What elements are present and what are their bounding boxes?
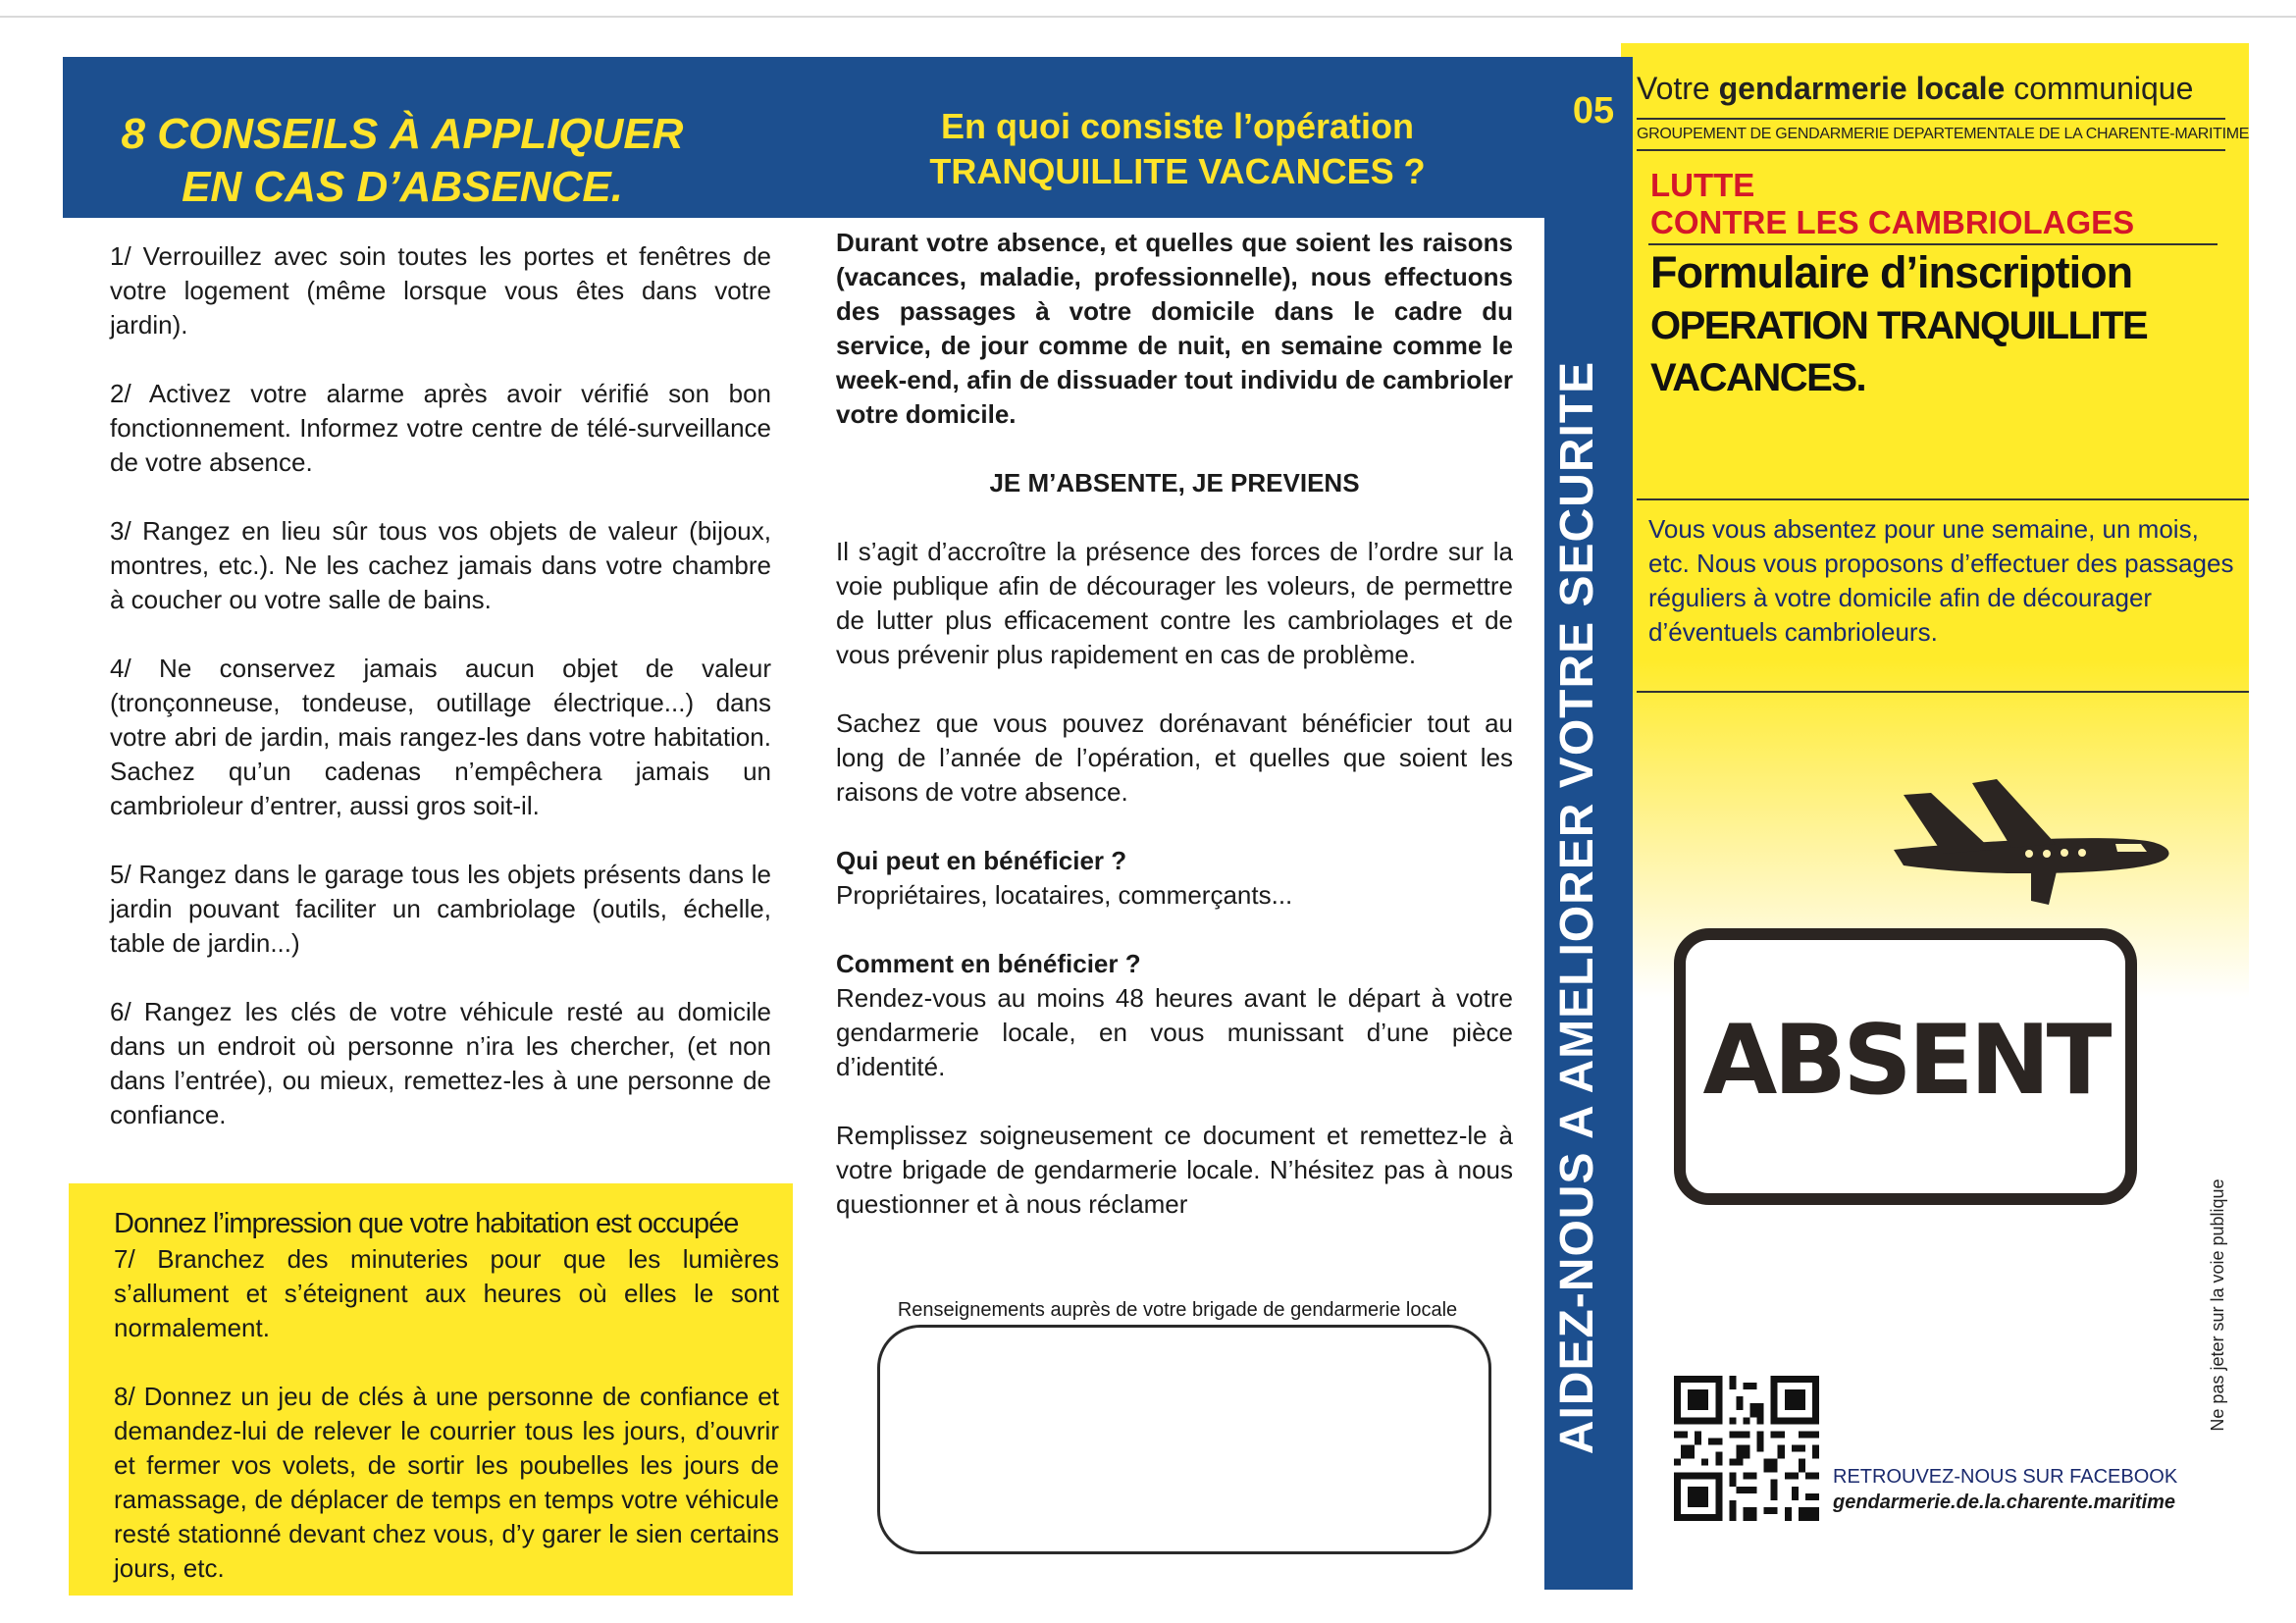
gendarmerie-header: [1637, 71, 2235, 107]
occupancy-tips: [114, 1205, 779, 1620]
divider: [1637, 118, 2225, 120]
tip-2: 2/ Activez votre alarme après avoir vérifié son bon fonctionnement. Informez votre centre de télé-surveillance de votre absence.: [110, 379, 771, 477]
answer-who: Propriétaires, locataires, commerçants...: [836, 880, 1293, 910]
divider: [1648, 243, 2218, 245]
question-who: Qui peut en bénéficier ?: [836, 846, 1127, 875]
middle-title-line1: En quoi consiste l’opération: [940, 106, 1415, 146]
cover-intro: Vous vous absentez pour une semaine, un mois, etc. Nous vous proposons d’effectuer des passages réguliers à votre domicile afin de décourager d’éventuels cambrioleurs.: [1648, 514, 2234, 647]
page-number: 05: [1572, 90, 1615, 131]
tip-3: 3/ Rangez en lieu sûr tous vos objets de valeur (bijoux, montres, etc.). Ne les cachez jamais dans votre chambre à coucher ou votre salle de bains.: [110, 516, 771, 614]
answer-how: Rendez-vous au moins 48 heures avant le départ à votre gendarmerie locale, en vous munissant d’une pièce d’identité.: [836, 983, 1513, 1081]
campaign-line-1: LUTTE: [1650, 167, 1755, 203]
qr-code-icon: [1674, 1376, 1819, 1521]
operation-intro: Durant votre absence, et quelles que soient les raisons (vacances, maladie, professionnelle), nous effectuons des passages à votre domicile dans le cadre du service, de jour comme de nuit, en semaine comme le week-end, afin de dissuader tout individu de cambrioler votre domicile.: [836, 228, 1513, 429]
question-how: Comment en bénéficier ?: [836, 949, 1141, 978]
operation-para-1: Il s’agit d’accroître la présence des forces de l’ordre sur la voie publique afin de décourager les voleurs, de permettre de lutter plus efficacement contre les cambriolages et de vous prévenir plus rapidement en cas de problème.: [836, 537, 1513, 669]
tip-7: 7/ Branchez des minuteries pour que les lumières s’allument et s’éteignent aux heures où elles le sont normalement.: [114, 1244, 779, 1342]
form-subtitle: [1650, 300, 2239, 404]
absent-sign-text: ABSENT: [1702, 1005, 2109, 1117]
tip-5: 5/ Rangez dans le garage tous les objets présents dans le jardin pouvant faciliter un cambriolage (outils, échelle, table de jardin...): [110, 860, 771, 958]
left-title-line1: 8 CONSEILS À APPLIQUER: [121, 110, 684, 158]
spine-slogan: AIDEZ-NOUS A AMELIORER VOTRE SECURITE: [1551, 360, 1603, 1455]
gendarmerie-header-bold: gendarmerie locale: [1718, 71, 2006, 106]
operation-description: [836, 226, 1513, 1256]
brigade-info-box: [877, 1325, 1491, 1554]
operation-para-3: Remplissez soigneusement ce document et remettez-le à votre brigade de gendarmerie locale. N’hésitez pas à nous questionner et à nous réclamer: [836, 1121, 1513, 1219]
gendarmerie-header-pre: Votre: [1637, 71, 1719, 106]
slogan: JE M’ABSENTE, JE PREVIENS: [989, 468, 1360, 497]
tip-6: 6/ Rangez les clés de votre véhicule resté au domicile dans un endroit où personne n’ira les chercher, (et non dans l’entrée), ou mieux, remettez-les à une personne de confiance.: [110, 997, 771, 1129]
left-title: [88, 108, 716, 214]
tips-list: [110, 239, 771, 1167]
scan-edge-line: [0, 16, 2296, 18]
divider: [1637, 691, 2249, 693]
tip-4: 4/ Ne conservez jamais aucun objet de valeur (tronçonneuse, tondeuse, outillage électrique...) dans votre abri de jardin, mais rangez-les dans votre habitation. Sachez qu’un cadenas n’empêchera jamais un cambrioleur d’entrer, aussi gros soit-il.: [110, 654, 771, 820]
divider: [1637, 149, 2225, 151]
form-subtitle-line2: VACANCES.: [1650, 356, 1866, 399]
tip-8: 8/ Donnez un jeu de clés à une personne de confiance et demandez-lui de relever le courrier tous les jours, d’ouvrir et fermer vos volets, de sortir les poubelles les jours de ramassage, de déplacer de temps en temps votre véhicule resté stationné devant chez vous, d’y garer le sien certains jours, etc.: [114, 1382, 779, 1583]
middle-title-line2: TRANQUILLITE VACANCES ?: [929, 151, 1426, 191]
divider: [1637, 498, 2249, 500]
facebook-page-link[interactable]: gendarmerie.de.la.charente.maritime: [1833, 1492, 2176, 1513]
occupancy-heading: Donnez l’impression que votre habitation est occupée: [114, 1208, 739, 1239]
tip-1: 1/ Verrouillez avec soin toutes les portes et fenêtres de votre logement (même lorsque vous êtes dans votre jardin).: [110, 241, 771, 340]
left-title-line2: EN CAS D’ABSENCE.: [182, 163, 623, 211]
gendarmerie-header-post: communique: [2005, 71, 2194, 106]
absent-sign-icon: [1668, 924, 2143, 1209]
operation-para-2: Sachez que vous pouvez dorénavant bénéficier tout au long de l’année de l’opération, et quelles que soient les raisons de votre absence.: [836, 708, 1513, 807]
campaign-line-2: CONTRE LES CAMBRIOLAGES: [1650, 204, 2135, 240]
airplane-icon: [1884, 775, 2178, 922]
info-box-caption: Renseignements auprès de votre brigade de gendarmerie locale: [897, 1299, 1458, 1321]
litter-notice: Ne pas jeter sur la voie publique: [2208, 1178, 2227, 1432]
facebook-label: RETROUVEZ-NOUS SUR FACEBOOK: [1833, 1466, 2178, 1488]
form-subtitle-line1: OPERATION TRANQUILLITE: [1650, 304, 2148, 347]
form-title: Formulaire d’inscription: [1650, 247, 2133, 297]
group-name: GROUPEMENT DE GENDARMERIE DEPARTEMENTALE DE LA CHARENTE-MARITIME: [1637, 126, 2250, 142]
middle-title: [844, 104, 1511, 194]
